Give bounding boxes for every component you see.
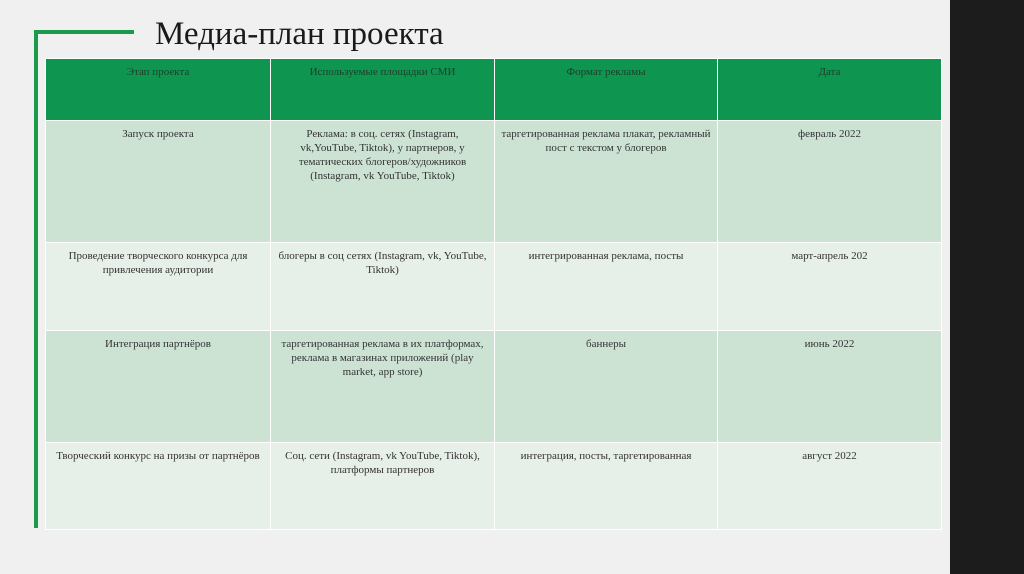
cell-platforms: Реклама: в соц. сетях (Instagram, vk,YouTube, Tiktok), у партнеров, у тематических блогеров/художников (Instagram, vk YouTube, Tiktok) [271,121,495,243]
table-row [46,443,942,530]
cell-format: интеграция, посты, таргетированная [495,443,718,530]
table-header-row [46,59,942,121]
cell-date: февраль 2022 [718,121,942,243]
page-title: Медиа-план проекта [155,16,444,52]
table-row [46,331,942,443]
cell-format: таргетированная реклама плакат, рекламный пост с текстом у блогеров [495,121,718,243]
cell-platforms: Соц. сети (Instagram, vk YouTube, Tiktok), платформы партнеров [271,443,495,530]
accent-line-left [34,30,38,528]
side-strip [950,0,1024,574]
media-plan-table [45,58,942,530]
cell-stage: Творческий конкурс на призы от партнёров [46,443,271,530]
cell-date: август 2022 [718,443,942,530]
header-date: Дата [718,59,942,121]
cell-stage: Запуск проекта [46,121,271,243]
accent-line-top [34,30,134,34]
table-row [46,121,942,243]
cell-platforms: блогеры в соц сетях (Instagram, vk, YouTube, Tiktok) [271,243,495,331]
header-stage: Этап проекта [46,59,271,121]
header-platforms: Используемые площадки СМИ [271,59,495,121]
cell-format: интегрированная реклама, посты [495,243,718,331]
header-format: Формат рекламы [495,59,718,121]
cell-stage: Интеграция партнёров [46,331,271,443]
cell-date: март-апрель 202 [718,243,942,331]
cell-stage: Проведение творческого конкурса для привлечения аудитории [46,243,271,331]
cell-format: баннеры [495,331,718,443]
cell-platforms: таргетированная реклама в их платформах, реклама в магазинах приложений (play market, app store) [271,331,495,443]
cell-date: июнь 2022 [718,331,942,443]
table-row [46,243,942,331]
